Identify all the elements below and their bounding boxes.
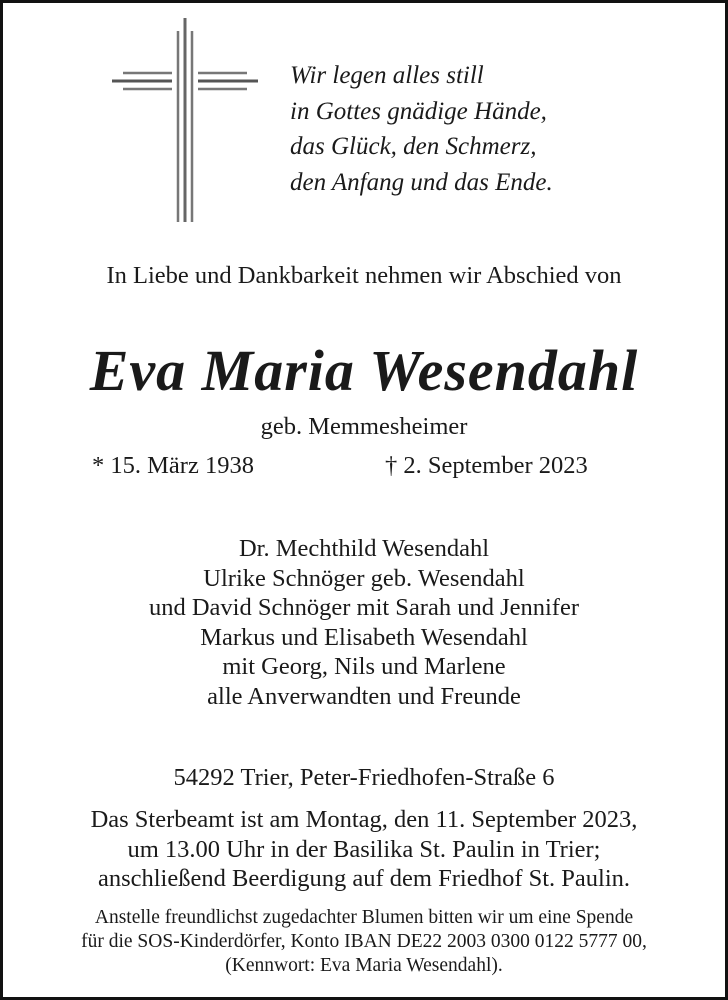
poem-line: Wir legen alles still — [290, 62, 484, 89]
donation-line: (Kennwort: Eva Maria Wesendahl). — [225, 955, 503, 976]
service-line: anschließend Beerdigung auf dem Friedhof St. Paulin. — [97, 865, 631, 892]
donation-line: Anstelle freundlichst zugedachter Blumen bitten wir um eine Spende — [94, 907, 634, 928]
address: 54292 Trier, Peter-Friedhofen-Straße 6 — [173, 764, 555, 791]
service-line: um 13.00 Uhr in der Basilika St. Paulin in Trier; — [127, 835, 601, 863]
mourner: Dr. Mechthild Wesendahl — [238, 535, 489, 562]
poem-line: in Gottes gnädige Hände, — [290, 97, 547, 125]
deceased-name: Eva Maria Wesendahl — [89, 338, 639, 403]
death-date: † 2. September 2023 — [385, 452, 588, 479]
birth-name: geb. Memmesheimer — [260, 413, 468, 440]
poem-line: den Anfang und das Ende. — [290, 168, 553, 196]
poem — [290, 58, 553, 200]
donation-line: für die SOS-Kinderdörfer, Konto IBAN DE22 2003 0300 0122 5777 00, — [81, 931, 647, 952]
birth-date: * 15. März 1938 — [92, 452, 254, 479]
poem-line: das Glück, den Schmerz, — [290, 133, 537, 160]
mourners-list — [0, 534, 728, 711]
mourner: Ulrike Schnöger geb. Wesendahl — [203, 564, 525, 592]
mourner: alle Anverwandten und Freunde — [207, 682, 521, 710]
service-info — [0, 805, 728, 894]
donation-note — [0, 906, 728, 978]
mourner: mit Georg, Nils und Marlene — [222, 653, 506, 680]
mourner: Markus und Elisabeth Wesendahl — [200, 623, 528, 651]
intro-text: In Liebe und Dankbarkeit nehmen wir Abschied von — [106, 262, 622, 289]
service-line: Das Sterbeamt ist am Montag, den 11. September 2023, — [90, 806, 638, 833]
cross-icon — [100, 10, 280, 225]
mourner: und David Schnöger mit Sarah und Jennifer — [148, 594, 580, 621]
